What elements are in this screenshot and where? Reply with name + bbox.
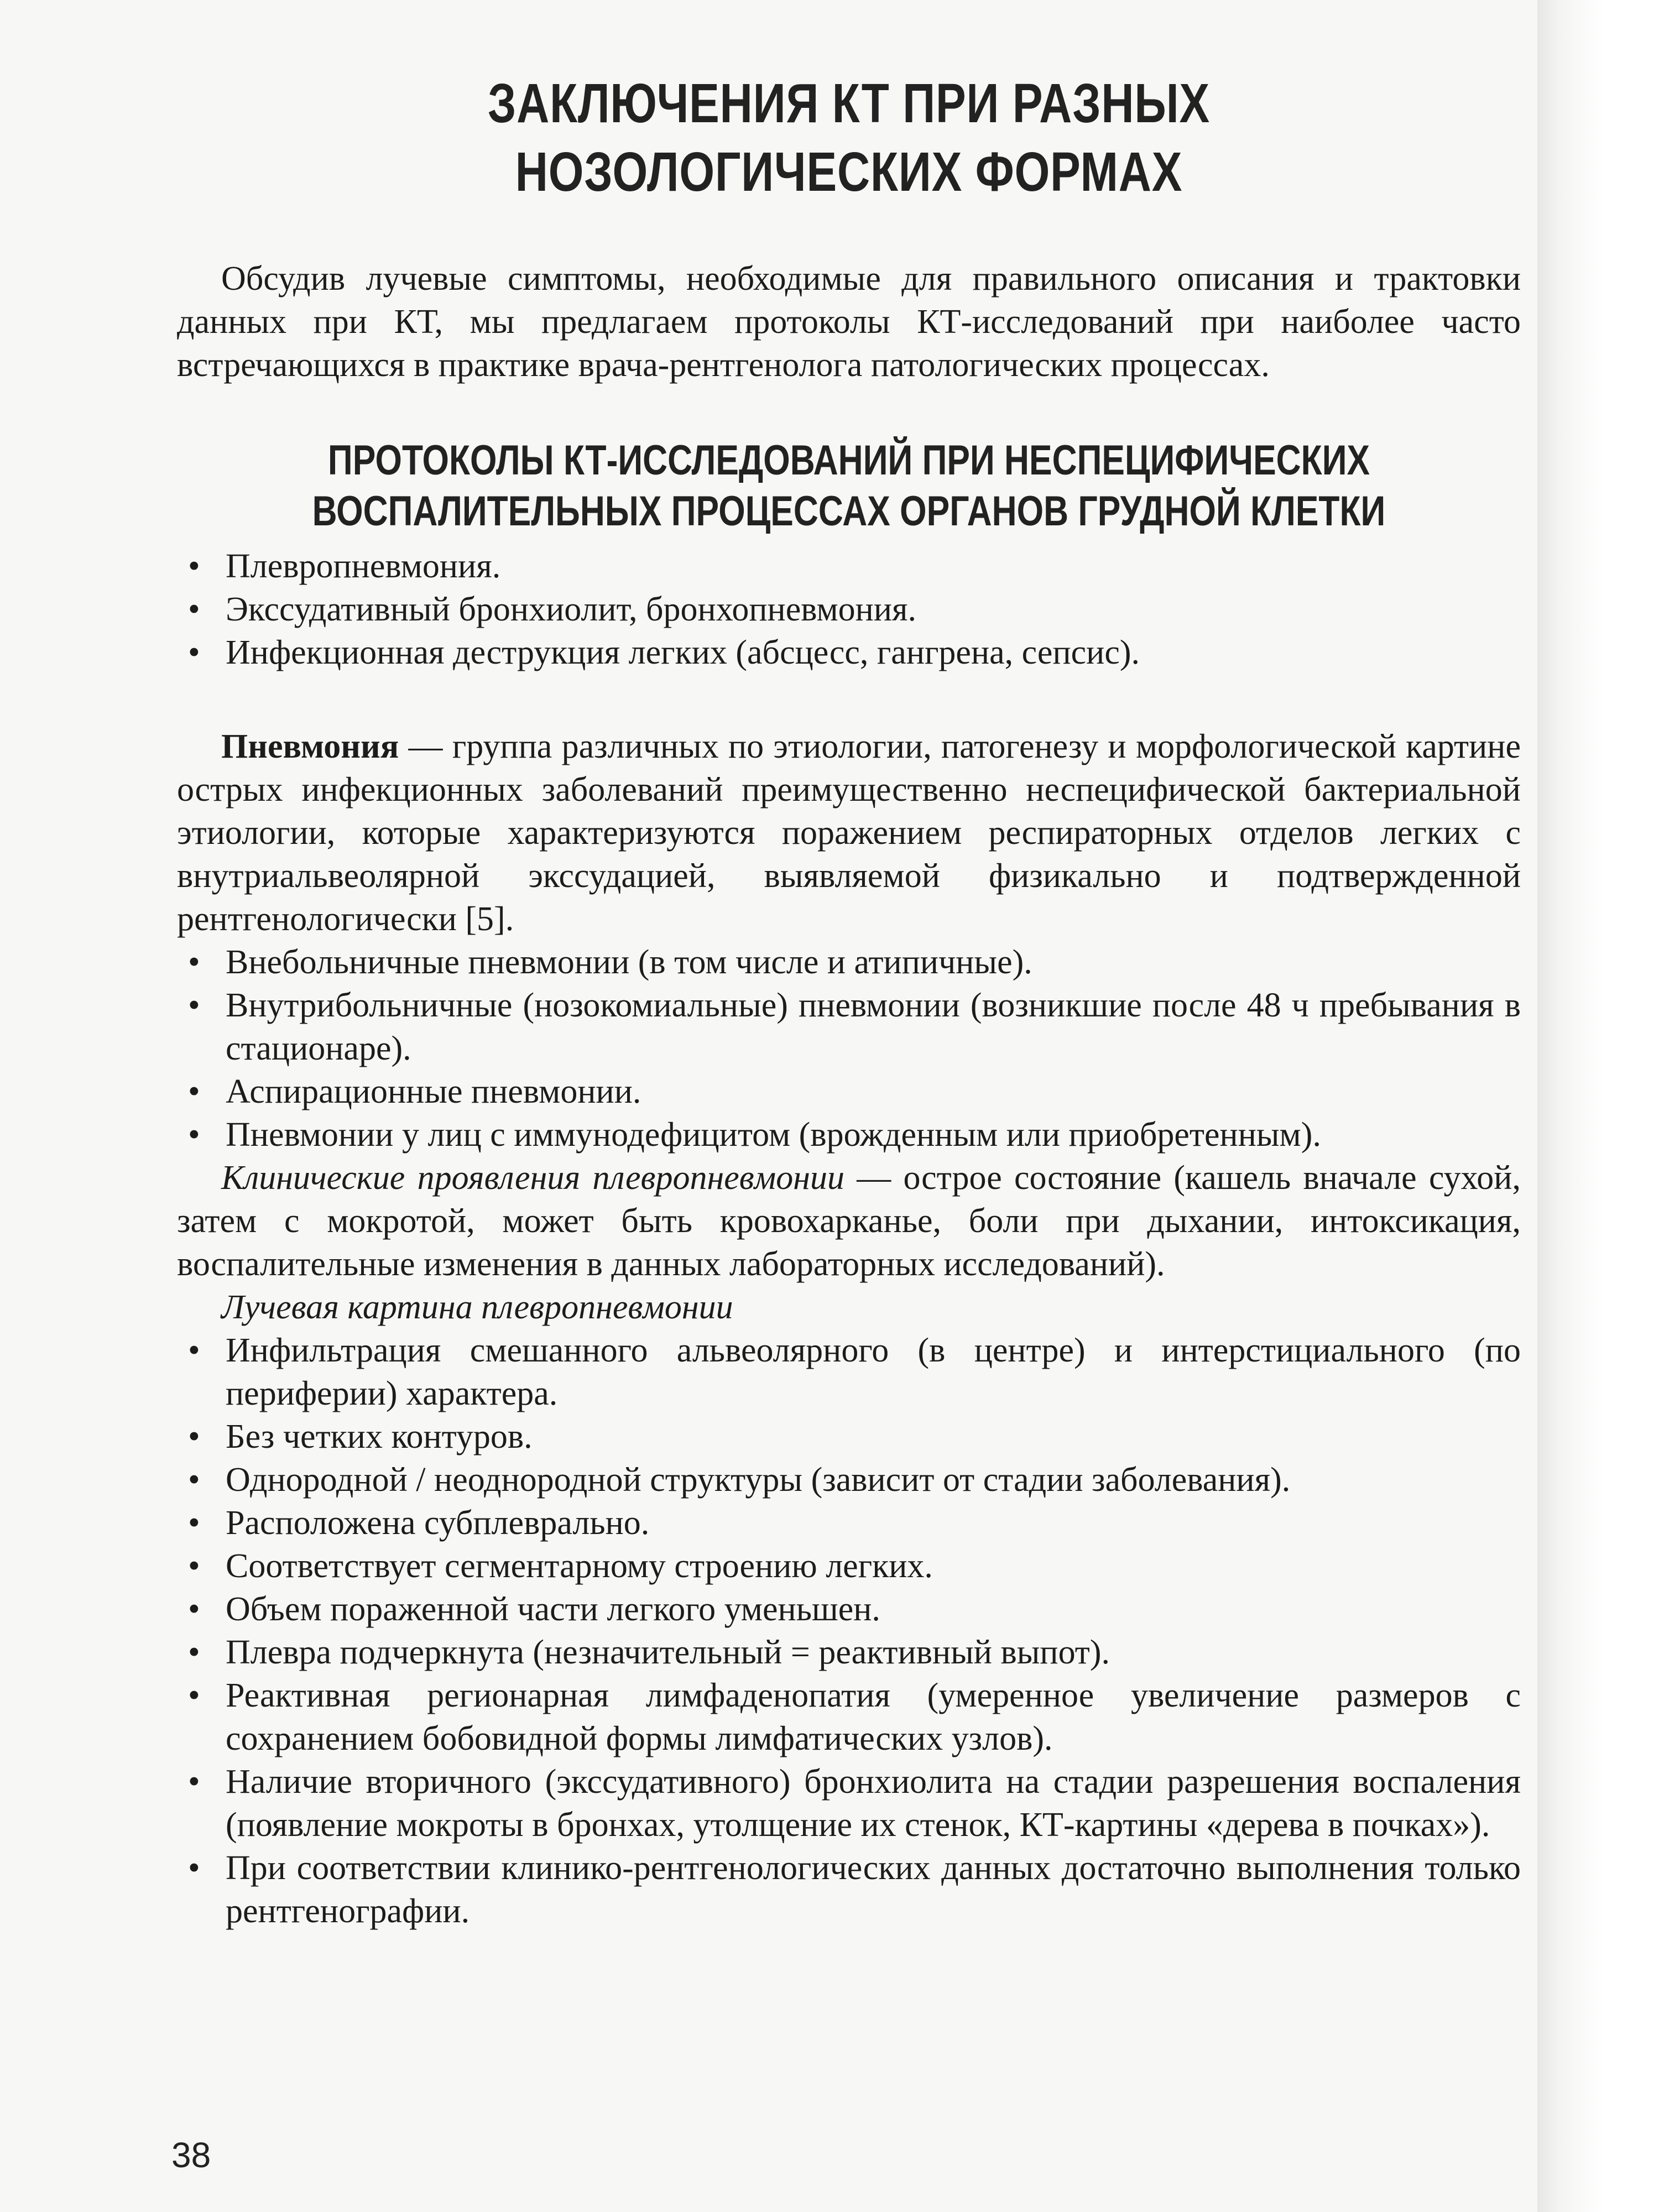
section-heading-line-2: ВОСПАЛИТЕЛЬНЫХ ПРОЦЕССАХ ОРГАНОВ ГРУДНОЙ КЛЕТКИ (312, 488, 1386, 535)
list-item: • Соответствует сегментарному строению легких. (177, 1545, 1521, 1588)
section-heading-line-1: ПРОТОКОЛЫ КТ-ИССЛЕДОВАНИЙ ПРИ НЕСПЕЦИФИЧЕСКИХ (327, 437, 1370, 484)
list-item: • Наличие вторичного (экссудативного) бронхиолита на стадии разрешения воспаления (появление мокроты в бронхах, утолщение их стенок, КТ-картины «дерева в почках»). (177, 1760, 1521, 1846)
bullet-icon: • (188, 1073, 200, 1110)
list-item: • Объем пораженной части легкого уменьшен. (177, 1588, 1521, 1631)
list-item: • Экссудативный бронхиолит, бронхопневмония. (177, 588, 1521, 631)
radiology-label-paragraph (177, 1286, 1521, 1329)
page-title-line-1: ЗАКЛЮЧЕНИЯ КТ ПРИ РАЗНЫХ (487, 72, 1211, 134)
page-edge-shadow (1537, 0, 1659, 2212)
bullet-icon: • (188, 1547, 200, 1585)
list-item: • Без четких контуров. (177, 1415, 1521, 1458)
bullet-icon: • (188, 1590, 200, 1628)
list-item: • Аспирационные пневмонии. (177, 1070, 1521, 1113)
list-item: • Инфекционная деструкция легких (абсцесс, гангрена, сепсис). (177, 631, 1521, 674)
pneumonia-definition (177, 725, 1521, 941)
list-item: • Пневмонии у лиц с иммунодефицитом (врожденным или приобретенным). (177, 1113, 1521, 1156)
clinical-label: Клинические проявления плевропневмонии (221, 1159, 844, 1197)
bullet-icon: • (188, 1634, 200, 1671)
bullet-icon: • (188, 1677, 200, 1714)
list-item: • Внебольничные пневмонии (в том числе и атипичные). (177, 941, 1521, 984)
clinical-text: — острое состояние (кашель вначале сухой, затем с мокротой, может быть кровохарканье, боли при дыхании, интоксикация, воспалительные изменения в данных лабораторных исследований). (177, 1159, 1521, 1283)
radiology-label: Лучевая картина плевропневмонии (221, 1288, 733, 1326)
bullet-icon: • (188, 547, 200, 585)
list-item: • Реактивная регионарная лимфаденопатия (умеренное увеличение размеров с сохранением бобовидной формы лимфатических узлов). (177, 1674, 1521, 1760)
bullet-icon: • (188, 591, 200, 628)
pneumonia-term: Пневмония (221, 728, 399, 765)
list-item: • Однородной / неоднородной структуры (зависит от стадии заболевания). (177, 1458, 1521, 1501)
intro-paragraph: Обсудив лучевые симптомы, необходимые для правильного описания и трактовки данных при КТ, мы предлагаем протоколы КТ-исследований при наиболее часто встречающихся в практике врача-рентгенолога патологических процессах. (177, 260, 1521, 384)
list-item: • Инфильтрация смешанного альвеолярного (в центре) и интерстициального (по периферии) характера. (177, 1329, 1521, 1415)
page-number: 38 (171, 2135, 211, 2175)
bullet-icon: • (188, 1418, 200, 1455)
bullet-icon: • (188, 1332, 200, 1369)
section-topics-list (177, 545, 1521, 674)
bullet-icon: • (188, 1504, 200, 1542)
list-item: • Внутрибольничные (нозокомиальные) пневмонии (возникшие после 48 ч пребывания в стационаре). (177, 984, 1521, 1070)
page-title (298, 69, 1400, 206)
bullet-icon: • (188, 987, 200, 1024)
radiology-list (177, 1329, 1521, 1933)
page-title-line-2: НОЗОЛОГИЧЕСКИХ ФОРМАХ (515, 141, 1183, 203)
list-item: • Плевра подчеркнута (незначительный = реактивный выпот). (177, 1631, 1521, 1674)
list-item: • Расположена субплеврально. (177, 1501, 1521, 1545)
bullet-icon: • (188, 943, 200, 981)
pneumonia-definition-text: — группа различных по этиологии, патогенезу и морфологической картине острых инфекционных заболеваний преимущественно неспецифической бактериальной этиологии, которые характеризуются поражением респираторных отделов легких с внутриальвеолярной экссудацией, выявляемой физикально и подтвержденной рентгенологически [5]. (177, 728, 1521, 938)
pneumonia-types-list (177, 941, 1521, 1156)
bullet-icon: • (188, 1763, 200, 1801)
list-item: • При соответствии клинико-рентгенологических данных достаточно выполнения только рентгенографии. (177, 1846, 1521, 1933)
bullet-icon: • (188, 1116, 200, 1154)
bullet-icon: • (188, 1461, 200, 1499)
section-heading (298, 435, 1400, 537)
page-content (177, 69, 1521, 1933)
bullet-icon: • (188, 634, 200, 671)
bullet-icon: • (188, 1849, 200, 1887)
list-item: • Плевропневмония. (177, 545, 1521, 588)
clinical-paragraph (177, 1156, 1521, 1286)
